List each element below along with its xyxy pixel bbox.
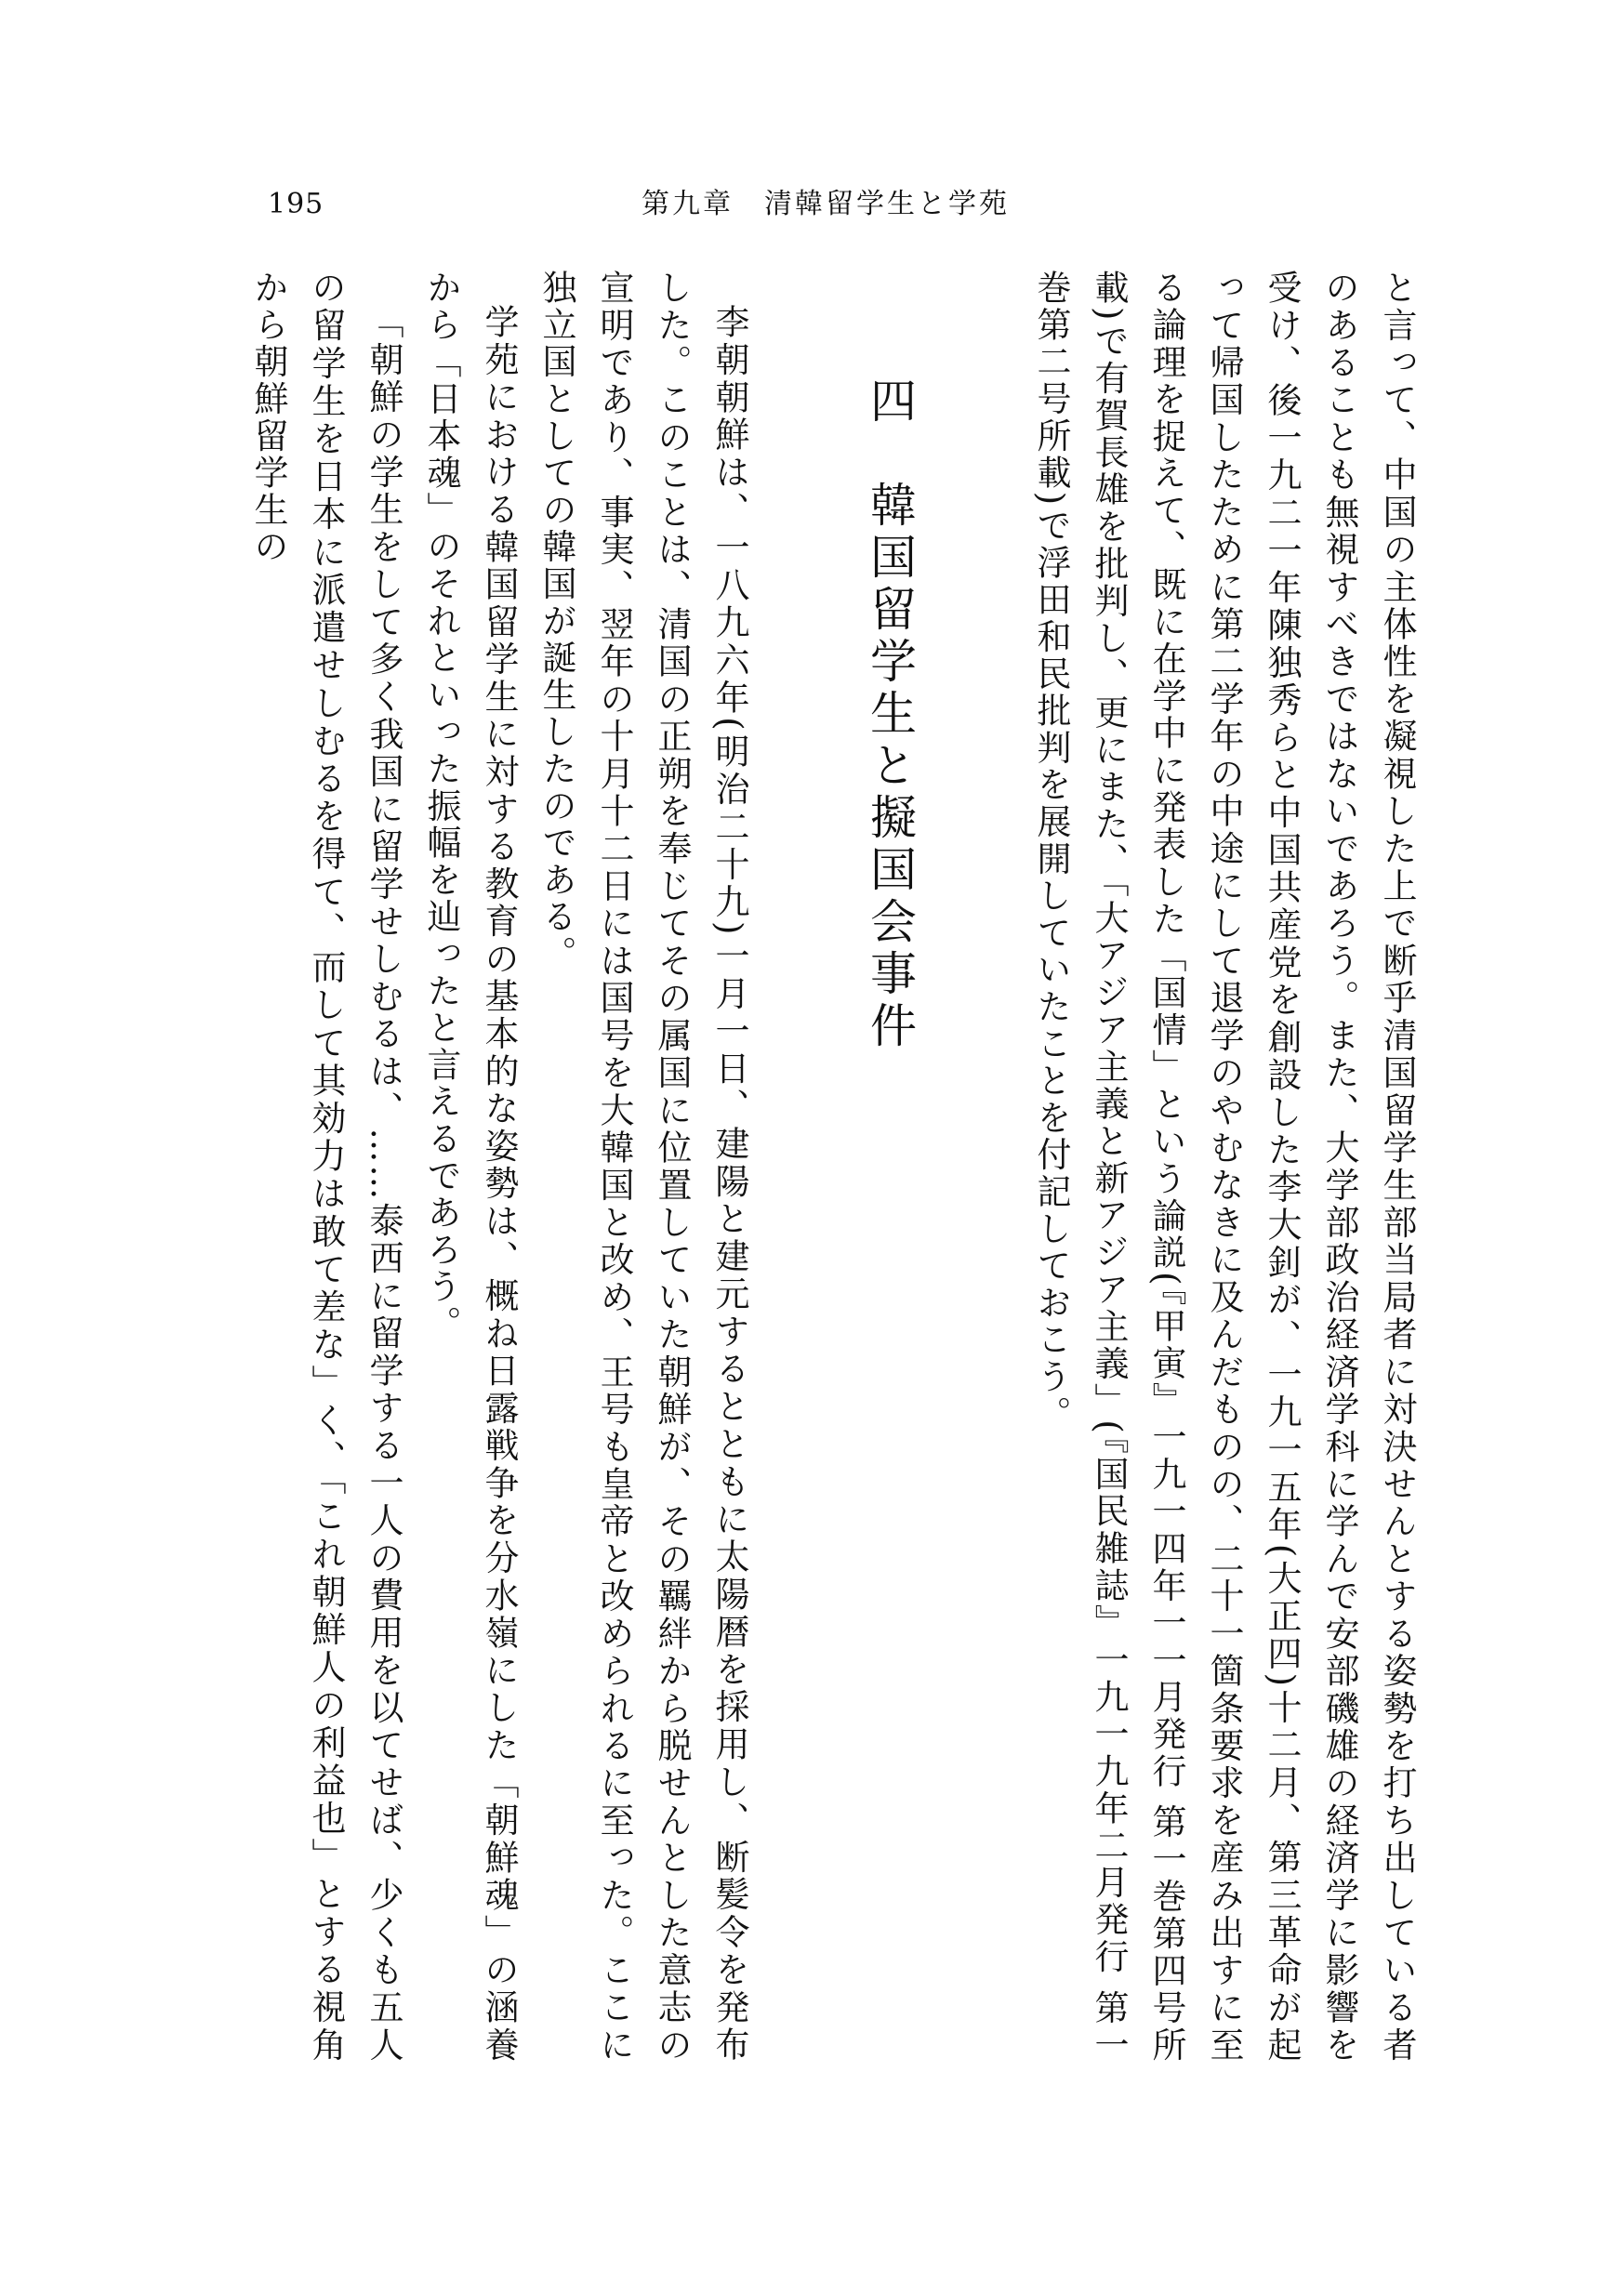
paragraph-4: 「朝鮮の学生をして多く我国に留学せしむるは、……泰西に留学する一人の費用を以てせば、少くも五人の留学生を日本に派遣せしむるを得て、而して其効力は敢て差な」く、「これ朝鮮人の利益也」とする視角から朝鮮留学生の (248, 270, 404, 2064)
section-heading: 四 韓国留学生と擬国会事件 (863, 376, 917, 1053)
section-spacer (964, 270, 1022, 2064)
paragraph-3: 学苑における韓国留学生に対する教育の基本的な姿勢は、概ね日露戦争を分水嶺にした「朝鮮魂」の涵養から「日本魂」のそれといった振幅を辿ったと言えるであろう。 (421, 270, 519, 2064)
paragraph-1: と言って、中国の主体性を凝視した上で断乎清国留学生部当局者に対決せんとする姿勢を打ち出している者のあることも無視すべきではないであろう。また、大学部政治経済学科に学んで安部磯雄の経済学に影響を受け、後一九二一年陳独秀らと中国共産党を創設した李大釗が、一九一五年(大正四)十二月、第三革命が起って帰国したために第二学年の中途にして退学のやむなきに及んだものの、二十一箇条要求を産み出すに至る論理を捉えて、既に在学中に発表した「国情」という論説(『甲寅』一九一四年一一月発行 第一巻第四号所載)で有賀長雄を批判し、更にまた、「大アジア主義と新アジア主義」(『国民雑誌』一九一九年二月発行 第一巻第二号所載)で浮田和民批判を展開していたことを付記しておこう。 (1031, 270, 1417, 2064)
vertical-body-text (239, 270, 1425, 2064)
section-spacer (758, 270, 815, 2064)
paragraph-2: 李朝朝鮮は、一八九六年(明治二十九)一月一日、建陽と建元するとともに太陽暦を採用し、断髪令を発布した。このことは、清国の正朔を奉じてその属国に位置していた朝鮮が、その羈絆から脱せんとした意志の宣明であり、事実、翌年の十月十二日には国号を大韓国と改め、王号も皇帝と改められるに至った。ここに独立国としての韓国が誕生したのである。 (536, 270, 749, 2064)
running-head: 第九章 清韓留学生と学苑 (642, 188, 1010, 220)
page-number: 195 (268, 188, 324, 220)
